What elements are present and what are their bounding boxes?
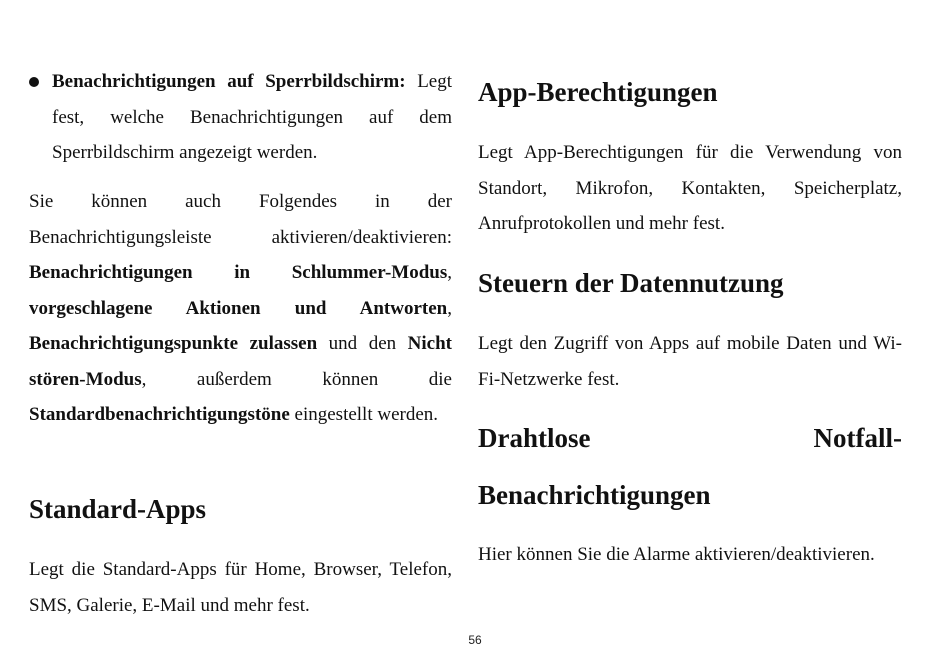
app-permissions-heading: App-Berechtigungen — [478, 77, 718, 107]
app-permissions-text: Legt App-Berechtigungen für die Verwendung von Standort, Mikrofon, Kontakten, Speicherplatz, Anrufprotokollen und mehr fest. — [478, 142, 902, 234]
option-snooze-mode: Benachrichtigungen in Schlummer-Modus — [29, 262, 448, 283]
emergency-alerts-heading: Drahtlose Notfall-Benachrichtigungen — [478, 423, 902, 510]
lockscreen-notifications-term: Benachrichtigungen auf Sperrbildschirm: — [52, 71, 406, 92]
data-usage-heading: Steuern der Datennutzung — [478, 268, 784, 298]
option-default-sounds: Standardbenachrichtigungstöne — [29, 404, 290, 425]
option-notification-dots: Benachrichtigungspunkte zulassen — [29, 333, 318, 354]
data-usage-text: Legt den Zugriff von Apps auf mobile Daten und Wi-Fi-Netzwerke fest. — [478, 333, 902, 390]
notification-bar-intro: Sie können auch Folgendes in der Benachrichtigungsleiste aktivieren/deaktivieren: — [29, 191, 452, 248]
notification-bar-options-paragraph: Sie können auch Folgendes in der Benachrichtigungsleiste aktivieren/deaktivieren: Benachrichtigungen in Schlummer-Modus, vorgeschlagene Aktionen und Antworten, Benachrichtigungspunkte zulassen und den Nicht stören-Modus, außerdem können die Standardbenachrichtigungstöne eingestellt werden. — [29, 191, 452, 425]
emergency-alerts-text: Hier können Sie die Alarme aktivieren/deaktivieren. — [478, 544, 875, 565]
lockscreen-notifications-item — [52, 64, 452, 171]
standard-apps-heading: Standard-Apps — [29, 494, 207, 524]
bullet-icon — [29, 77, 39, 87]
option-suggested-actions: vorgeschlagene Aktionen und Antworten — [29, 297, 448, 319]
page-number: 56 — [468, 633, 482, 647]
option-do-not-disturb: Nicht stören-Modus — [29, 333, 452, 390]
lockscreen-notifications-text: Legt fest, welche Benachrichtigungen auf dem Sperrbildschirm angezeigt werden. — [52, 71, 453, 163]
standard-apps-text: Legt die Standard-Apps für Home, Browser, Telefon, SMS, Galerie, E-Mail und mehr fest. — [29, 559, 452, 616]
